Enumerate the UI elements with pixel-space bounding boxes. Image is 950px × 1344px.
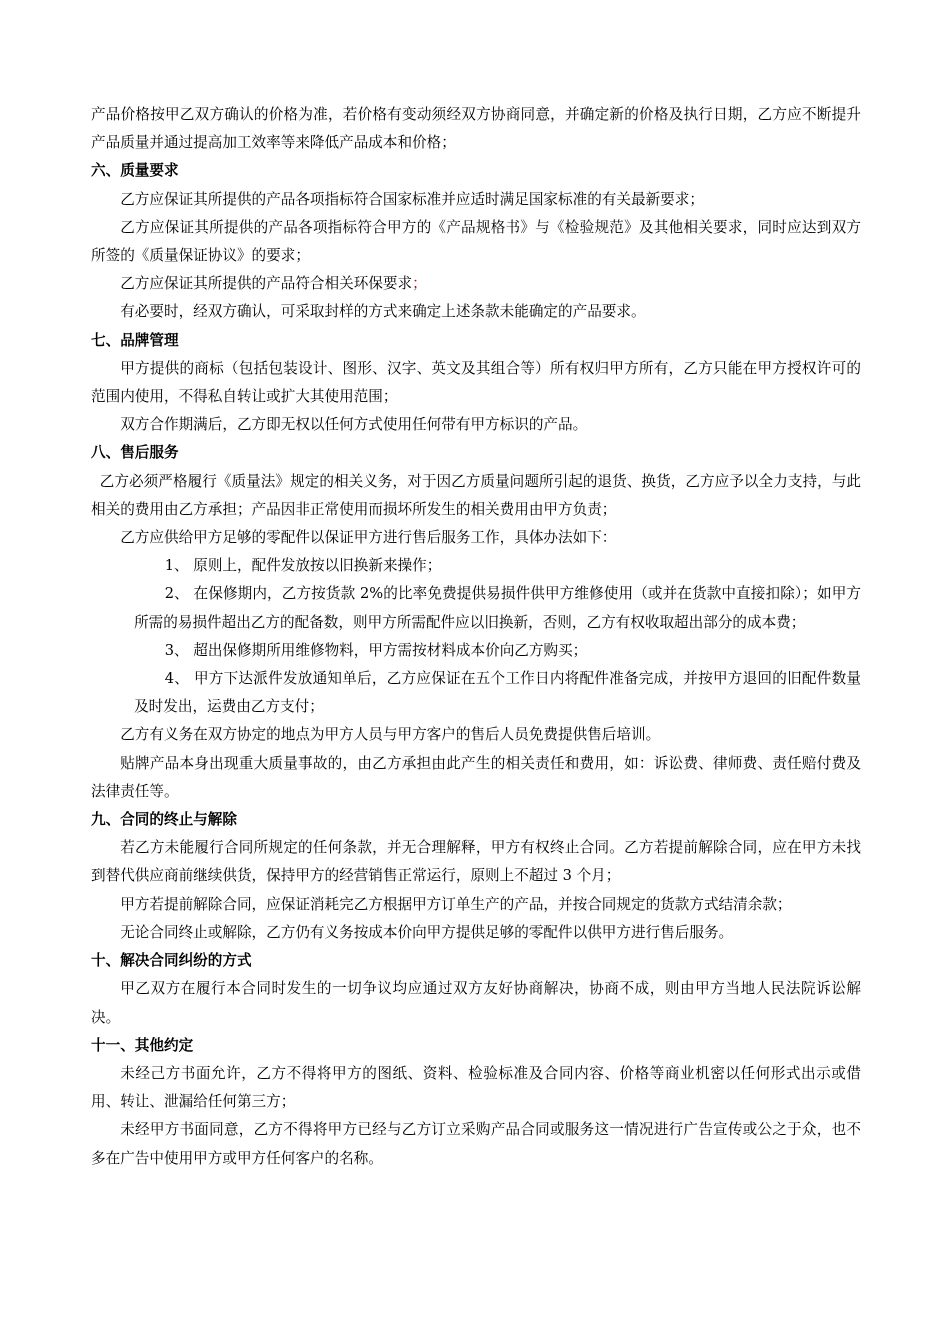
paragraph-termination-3: 无论合同终止或解除，乙方仍有义务按成本价向甲方提供足够的零配件以供甲方进行售后服务。 bbox=[120, 923, 734, 941]
paragraph-brand-2: 双方合作期满后，乙方即无权以任何方式使用任何带有甲方标识的产品。 bbox=[120, 416, 588, 434]
quality-3-mark: ； bbox=[412, 275, 427, 293]
list-item-parts-2: 2、 在保修期内，乙方按货款 2%的比率免费提供易损件供甲方维修使用（或并在货款中直接扣除）；如甲方所需的易损件超出乙方的配备数，则甲方所需配件应以旧换新，否则，乙方有权收取超出部分的成本费； bbox=[134, 585, 861, 631]
paragraph-after-sales-1: 乙方必须严格履行《质量法》规定的相关义务，对于因乙方质量问题所引起的退货、换货，乙方应予以全力支持，与此相关的费用由乙方承担；产品因非正常使用而损坏所发生的相关费用由甲方负责； bbox=[91, 472, 861, 518]
list-item-parts-1: 1、 原则上，配件发放按以旧换新来操作； bbox=[164, 557, 442, 575]
section-heading-disputes: 十、解决合同纠纷的方式 bbox=[91, 952, 252, 970]
list-item-parts-4: 4、 甲方下达派件发放通知单后，乙方应保证在五个工作日内将配件准备完成，并按甲方退回的旧配件数量及时发出，运费由乙方支付； bbox=[134, 670, 861, 716]
paragraph-disputes-1: 甲乙双方在履行本合同时发生的一切争议均应通过双方友好协商解决，协商不成，则由甲方当地人民法院诉讼解决。 bbox=[91, 980, 861, 1026]
section-heading-quality: 六、质量要求 bbox=[91, 162, 179, 180]
paragraph-after-sales-3: 乙方有义务在双方协定的地点为甲方人员与甲方客户的售后人员免费提供售后培训。 bbox=[120, 726, 661, 744]
section-heading-after-sales: 八、售后服务 bbox=[91, 444, 179, 462]
paragraph-quality-2: 乙方应保证其所提供的产品各项指标符合甲方的《产品规格书》与《检验规范》及其他相关要求，同时应达到双方所签的《质量保证协议》的要求； bbox=[91, 218, 861, 265]
section-heading-brand: 七、品牌管理 bbox=[91, 331, 179, 349]
paragraph-quality-4: 有必要时，经双方确认，可采取封样的方式来确定上述条款未能确定的产品要求。 bbox=[120, 303, 646, 321]
list-item-parts-3: 3、 超出保修期所用维修物料，甲方需按材料成本价向乙方购买； bbox=[164, 641, 588, 659]
quality-3-text: 乙方应保证其所提供的产品符合相关环保要求 bbox=[120, 275, 413, 293]
paragraph-termination-2: 甲方若提前解除合同，应保证消耗完乙方根据甲方订单生产的产品，并按合同规定的货款方式结清余款； bbox=[120, 895, 792, 913]
paragraph-price-terms: 产品价格按甲乙双方确认的价格为准，若价格有变动须经双方协商同意，并确定新的价格及执行日期，乙方应不断提升产品质量并通过提高加工效率等来降低产品成本和价格； bbox=[91, 106, 861, 152]
paragraph-after-sales-4: 贴牌产品本身出现重大质量事故的，由乙方承担由此产生的相关责任和费用，如：诉讼费、律师费、责任赔付费及法律责任等。 bbox=[91, 754, 861, 800]
paragraph-brand-1: 甲方提供的商标（包括包装设计、图形、汉字、英文及其组合等）所有权归甲方所有，乙方只能在甲方授权许可的范围内使用，不得私自转让或扩大其使用范围； bbox=[91, 359, 861, 406]
paragraph-after-sales-2: 乙方应供给甲方足够的零配件以保证甲方进行售后服务工作，具体办法如下： bbox=[120, 529, 617, 547]
section-heading-other: 十一、其他约定 bbox=[91, 1036, 194, 1054]
paragraph-quality-1: 乙方应保证其所提供的产品各项指标符合国家标准并应适时满足国家标准的有关最新要求； bbox=[120, 190, 704, 208]
paragraph-other-2: 未经甲方书面同意，乙方不得将甲方已经与乙方订立采购产品合同或服务这一情况进行广告宣传或公之于众，也不多在广告中使用甲方或甲方任何客户的名称。 bbox=[91, 1121, 861, 1167]
paragraph-quality-3 bbox=[91, 270, 861, 298]
section-heading-termination: 九、合同的终止与解除 bbox=[91, 811, 237, 829]
paragraph-other-1: 未经己方书面允许，乙方不得将甲方的图纸、资料、检验标准及合同内容、价格等商业机密以任何形式出示或借用、转让、泄漏给任何第三方； bbox=[91, 1064, 861, 1111]
paragraph-termination-1: 若乙方未能履行合同所规定的任何条款，并无合理解释，甲方有权终止合同。乙方若提前解除合同，应在甲方未找到替代供应商前继续供货，保持甲方的经营销售正常运行，原则上不超过 3 个月； bbox=[91, 839, 861, 885]
contract-document bbox=[91, 101, 861, 1173]
